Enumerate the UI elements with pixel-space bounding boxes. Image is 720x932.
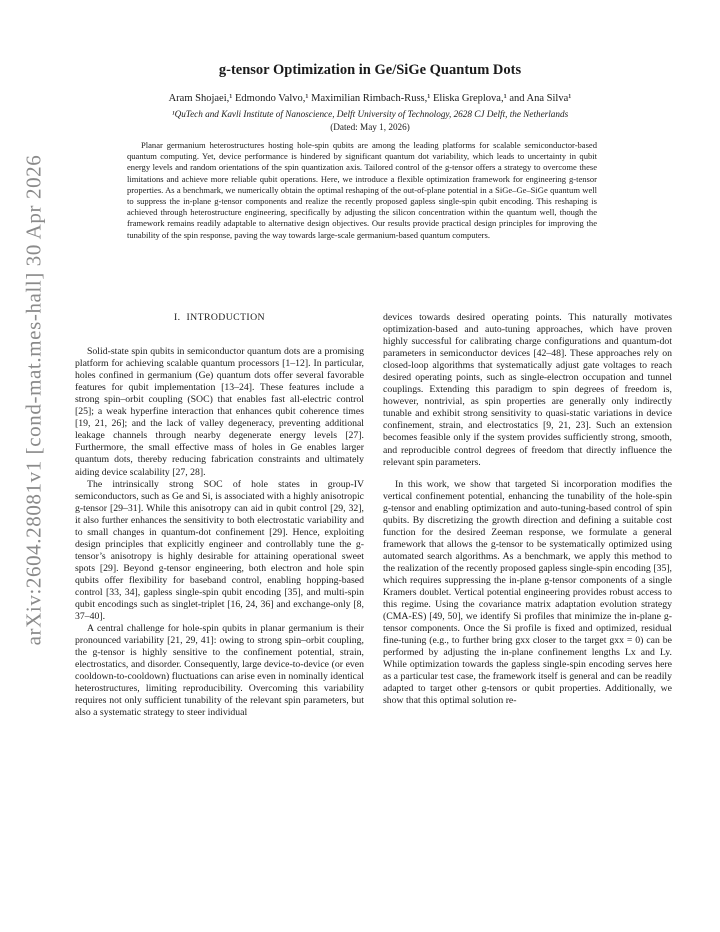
affiliation: ¹QuTech and Kavli Institute of Nanoscience, Delft University of Technology, 2628 CJ Delft, the Netherlands xyxy=(171,109,569,119)
date-line: (Dated: May 1, 2026) xyxy=(330,122,410,132)
paragraph: A central challenge for hole-spin qubits in planar germanium is their pronounced variability [21, 29, 41]: owing to strong spin–orbit coupling, the g-tensor is highly sensitive to the confinement potential, strain, electrostatics, and disorder. Consequently, large device-to-device (or even cooldown-to-cooldown) fluctuations can arise even in nominally identical heterostructures, limiting reproducibility. Overcoming this variability requires not only sufficient tunability of the relevant spin parameters, but also a systematic strategy to steer individual xyxy=(75,623,364,719)
paragraph: The intrinsically strong SOC of hole states in group-IV semiconductors, such as Ge and Si, is associated with a highly anisotropic g-tensor [29–31]. While this anisotropy can aid in qubit control [29, 32], it also further enhances the sensitivity to both electrostatic variability and to small changes in quantum-dot confinement [29]. Hence, exploiting design principles that explicitly engineer and controllably tune the g-tensor’s anisotropy is highly desirable for attaining operational sweet spots [29]. Beyond g-tensor engineering, both electron and hole spin qubits offer flexibility for baseband control, enabling hopping-based control [33, 34], gapless single-spin qubit encoding [35], and multi-spin qubit encodings such as singlet-triplet [16, 24, 36] and exchange-only [8, 37–40]. xyxy=(75,478,364,623)
arxiv-identifier: arXiv:2604.28081v1 [cond-mat.mes-hall] 30 Apr 2026 xyxy=(21,154,46,646)
author-list: Aram Shojaei,¹ Edmondo Valvo,¹ Maximilian Rimbach-Russ,¹ Eliska Greplova,¹ and Ana Silva¹ xyxy=(168,93,572,104)
section-number: I. xyxy=(174,312,181,323)
paper-title: g-tensor Optimization in Ge/SiGe Quantum Dots xyxy=(218,62,522,78)
paragraph: In this work, we show that targeted Si incorporation modifies the vertical confinement potential, enhancing the tunability of the hole-spin g-tensor and enabling optimization and auto-tuning-based control of spin qubits. By discretizing the growth direction and defining a suitable cost function for the desired Zeeman response, we formulate a general framework that allows the g-tensor to be systematically optimized using automated search algorithms. As a benchmark, we apply this method to the realization of the recently proposed gapless single-spin encoding [35], which requires suppressing the in-plane g-tensor components of a single Kramers doublet. Vertical potential engineering provides robust access to this regime. Using the covariance matrix adaptation evolution strategy (CMA-ES) [49, 50], we identify Si profiles that minimize the in-plane g-tensor components. Once the Si profile is fixed and optimized, residual fine-tuning (e.g., to further bring gxx closer to the target gxx = 0) can be performed by adjusting the in-plane confinement lengths Lx and Ly. While optimization towards the gapless single-spin encoding serves here as a particular test case, the framework itself is general and can be readily adapted to target other g-tensors or qubit properties. Additionally, we show that this optimal solution re- xyxy=(383,478,672,707)
paragraph: Solid-state spin qubits in semiconductor quantum dots are a promising platform for achieving scalable quantum processors [1–12]. In particular, holes confined in germanium (Ge) quantum dots offer several favorable features for qubit implementation [13–24]. These features include a strong spin–orbit coupling (SOC) that enables fast all-electric control [25]; a weak hyperfine interaction that enhances qubit coherence times [19, 21, 26]; and the lack of valley degeneracy, preventing additional leakage channels through nearby degenerate energy levels [27]. Furthermore, the small effective mass of holes in Ge enables larger quantum dots, thereby reducing fabrication constraints and ultimately aiding device scalability [27, 28]. xyxy=(75,346,364,478)
section-heading xyxy=(75,312,364,324)
abstract: Planar germanium heterostructures hosting hole-spin qubits are among the leading platforms for scalable semiconductor-based quantum computing. Yet, device performance is hindered by significant quantum dot variability, which leads to uncertainty in qubit energy levels and random orientations of the spin quantization axis. Tailored control of the g-tensor offers a strategy to overcome these limitations and achieve more reliable qubit operations. Here, we introduce a flexible optimization framework for engineering g-tensor properties. As a benchmark, we numerically obtain the optimal reshaping of the out-of-plane potential in a SiGe–Ge–SiGe quantum well to suppress the in-plane g-tensor components and realize the recently proposed gapless single-spin qubit encoding. This reshaping is achieved through heterostructure engineering, specifically by adjusting the silicon concentration within the quantum well, though the framework remains readily adaptable to alternative design objectives. Our results provide practical design principles for improving the tunability of the spin response, paving the way towards large-scale germanium-based quantum computers. xyxy=(127,140,597,240)
section-title: INTRODUCTION xyxy=(186,312,265,323)
paragraph: devices towards desired operating points. This naturally motivates optimization-based and auto-tuning approaches, which have proven highly successful for calibrating charge configurations and quantum-dot parameters in semiconductor devices [42–48]. These approaches rely on closed-loop algorithms that systematically adjust gate voltages to reach desired operating points, such as single-electron occupation and tunnel couplings. Extending this paradigm to spin degrees of freedom is, however, nontrivial, as spin properties are generally only indirectly tunable and exhibit strong sensitivity to quasi-static variations in device confinement, strain, and electrostatics [9, 21, 23]. Such an extension becomes feasible only if the system provides sufficiently strong, smooth, and reproducible control degrees of freedom that directly influence the relevant spin parameters. xyxy=(383,312,672,468)
left-column xyxy=(75,312,364,720)
right-column xyxy=(383,312,672,708)
arxiv-sidebar-stamp xyxy=(12,140,56,660)
